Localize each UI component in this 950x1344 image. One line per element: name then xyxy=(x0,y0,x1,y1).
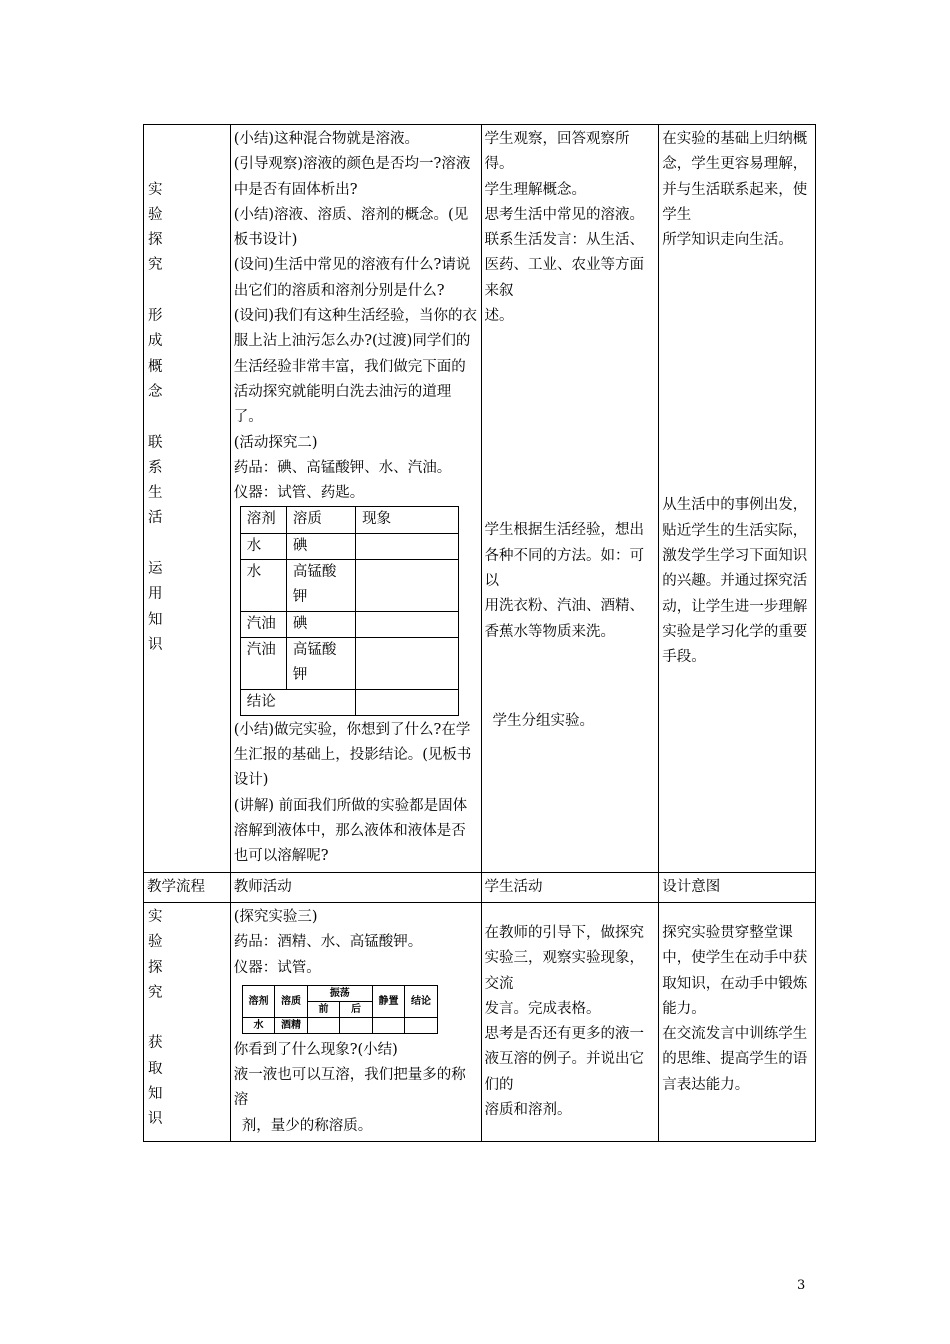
upper-teacher-cell xyxy=(230,125,481,873)
teacher-paragraph: 你看到了什么现象?(小结) xyxy=(233,1041,398,1058)
stage-char: 识 xyxy=(148,636,163,653)
upper-design-cell xyxy=(659,125,816,873)
stage-char: 知 xyxy=(148,1085,163,1102)
teacher-paragraph: (讲解) 前面我们所做的实验都是固体溶解到液体中，那么液体和液体是否也可以溶解呢? xyxy=(233,797,468,865)
upper-student-cell xyxy=(481,125,659,873)
experiment-two-table xyxy=(240,506,459,715)
solute-cell: 碘 xyxy=(286,533,355,559)
teacher-paragraph: (活动探究二) xyxy=(233,434,318,451)
phenomenon-cell xyxy=(356,637,459,689)
teacher-paragraph: 液一液也可以互溶，我们把量多的称溶 xyxy=(233,1067,466,1109)
teacher-paragraph: 仪器：试管、药匙。 xyxy=(233,485,365,502)
design-paragraph: 在交流发言中训练学生的思维、提高学生的语言表达能力。 xyxy=(662,1026,808,1093)
stage-char: 探 xyxy=(148,232,163,249)
phenomenon-cell xyxy=(356,560,459,612)
stage-char: 取 xyxy=(148,1060,163,1077)
student-paragraph: 思考是否还有更多的液一液互溶的例子。并说出它们的 xyxy=(484,1026,645,1093)
stage-char: 用 xyxy=(148,586,163,603)
empty-cell xyxy=(307,1017,340,1033)
teacher-paragraph: (设问)我们有这种生活经验，当你的衣服上沾上油污怎么办?(过渡)同学们的生活经验非常丰富，我们做完下面的活动探究就能明白洗去油污的道理了。 xyxy=(233,308,478,426)
student-paragraph: 思考生活中常见的溶液。 xyxy=(484,206,645,223)
header-cell: 溶剂 xyxy=(240,507,286,533)
header-cell: 结论 xyxy=(405,985,438,1017)
student-paragraph: 学生观察，回答观察所得。 xyxy=(484,131,630,173)
header-cell: 现象 xyxy=(356,507,459,533)
table-row xyxy=(240,637,458,689)
lower-content-row xyxy=(144,902,816,1141)
stage-char: 究 xyxy=(148,984,163,1001)
table-row xyxy=(242,1017,437,1033)
header-cell: 溶质 xyxy=(286,507,355,533)
solvent-cell: 水 xyxy=(240,560,286,612)
stage-char: 知 xyxy=(148,611,163,628)
teacher-paragraph: (引导观察)溶液的颜色是否均一?溶液中是否有固体析出? xyxy=(233,156,471,198)
subheader-cell: 前 xyxy=(307,1001,340,1017)
stage-char: 运 xyxy=(148,561,163,578)
teacher-paragraph: (小结)做完实验，你想到了什么?在学生汇报的基础上，投影结论。(见板书设计) xyxy=(233,721,472,789)
solute-cell: 碘 xyxy=(286,611,355,637)
student-paragraph: 溶质和溶剂。 xyxy=(484,1101,572,1118)
solute-cell: 高锰酸钾 xyxy=(286,637,355,689)
table-row xyxy=(240,611,458,637)
stage-char: 获 xyxy=(148,1035,163,1052)
table-header-row xyxy=(242,985,437,1001)
stage-char: 验 xyxy=(148,934,163,951)
student-paragraph: 联系生活发言：从生活、医药、工业、农业等方面来叙 xyxy=(484,232,645,299)
student-paragraph: 用洗衣粉、汽油、酒精、香蕉水等物质来洗。 xyxy=(484,598,645,640)
experiment-three-table xyxy=(242,985,438,1034)
spacer xyxy=(485,645,656,709)
teacher-paragraph: (小结)这种混合物就是溶液。 xyxy=(233,131,420,147)
stage-char: 生 xyxy=(148,485,163,502)
column-header-row xyxy=(144,872,816,902)
conclusion-label: 结论 xyxy=(240,689,355,715)
lesson-plan-table xyxy=(143,124,816,1142)
stage-char: 活 xyxy=(148,510,163,527)
header-flow: 教学流程 xyxy=(144,872,231,902)
student-paragraph: 述。 xyxy=(484,308,514,325)
design-paragraph: 从生活中的事例出发，贴近学生的生活实际，激发学生学习下面知识的兴趣。并通过探究活动，让学生进一步理解实验是学习化学的重要手段。 xyxy=(662,497,808,666)
lower-student-cell xyxy=(481,902,659,1141)
student-paragraph: 发言。完成表格。 xyxy=(484,1000,601,1017)
teacher-paragraph: (探究实验三) xyxy=(233,908,318,925)
stage-char: 系 xyxy=(148,459,163,476)
spacer xyxy=(485,329,656,518)
table-row xyxy=(240,533,458,559)
spacer xyxy=(662,905,812,921)
upper-content-row xyxy=(144,125,816,873)
stage-char: 验 xyxy=(148,206,163,223)
teacher-paragraph: 药品：碘、高锰酸钾、水、汽油。 xyxy=(233,459,452,476)
solvent-cell: 汽油 xyxy=(240,611,286,637)
lower-teacher-cell xyxy=(230,902,481,1141)
table-header-row xyxy=(240,507,458,533)
stage-char: 成 xyxy=(148,333,163,350)
solute-cell: 酒精 xyxy=(275,1017,308,1033)
empty-cell xyxy=(405,1017,438,1033)
stage-char: 概 xyxy=(148,358,163,375)
header-cell: 溶质 xyxy=(275,985,308,1017)
empty-cell xyxy=(372,1017,405,1033)
header-teacher: 教师活动 xyxy=(230,872,481,902)
stage-char: 念 xyxy=(148,383,163,400)
stage-char: 实 xyxy=(148,908,163,925)
page-number: 3 xyxy=(797,1278,806,1293)
header-cell: 静置 xyxy=(372,985,405,1017)
stage-char: 识 xyxy=(148,1111,163,1128)
student-paragraph: 学生根据生活经验，想出各种不同的方法。如：可以 xyxy=(484,522,645,589)
phenomenon-cell xyxy=(356,533,459,559)
teacher-paragraph: (小结)溶液、溶质、溶剂的概念。(见板书设计) xyxy=(233,206,469,249)
stage-char: 实 xyxy=(148,181,163,198)
design-paragraph: 探究实验贯穿整堂课中，使学生在动手中获取知识，在动手中锻炼能力。 xyxy=(662,924,808,1017)
conclusion-value xyxy=(356,689,459,715)
header-student: 学生活动 xyxy=(481,872,659,902)
phenomenon-cell xyxy=(356,611,459,637)
lower-design-cell xyxy=(659,902,816,1141)
upper-stage-cell xyxy=(144,125,231,873)
student-paragraph: 在教师的引导下，做探究实验三，观察实验现象，交流 xyxy=(484,924,645,992)
student-paragraph: 学生分组实验。 xyxy=(492,712,595,729)
design-paragraph: 所学知识走向生活。 xyxy=(662,232,793,249)
design-paragraph: 在实验的基础上归纳概念，学生更容易理解，并与生活联系起来，使学生 xyxy=(662,131,808,223)
solvent-cell: 水 xyxy=(242,1017,275,1033)
lower-stage-cell xyxy=(144,902,231,1141)
spacer xyxy=(485,905,656,921)
solvent-cell: 水 xyxy=(240,533,286,559)
student-paragraph: 学生理解概念。 xyxy=(484,181,587,198)
teacher-paragraph: 药品：酒精、水、高锰酸钾。 xyxy=(233,934,423,951)
solute-cell: 高锰酸钾 xyxy=(286,560,355,612)
table-row xyxy=(240,560,458,612)
spacer xyxy=(662,253,812,493)
header-design: 设计意图 xyxy=(659,872,816,902)
teacher-paragraph: 剂，量少的称溶质。 xyxy=(241,1117,373,1134)
solvent-cell: 汽油 xyxy=(240,637,286,689)
teacher-paragraph: 仪器：试管。 xyxy=(233,959,321,976)
stage-char: 联 xyxy=(148,434,163,451)
subheader-cell: 后 xyxy=(340,1001,373,1017)
empty-cell xyxy=(340,1017,373,1033)
stage-char: 探 xyxy=(148,959,163,976)
header-cell: 振荡 xyxy=(307,985,372,1001)
stage-char: 形 xyxy=(148,308,163,325)
teacher-paragraph: (设问)生活中常见的溶液有什么?请说出它们的溶质和溶剂分别是什么? xyxy=(233,257,471,299)
conclusion-row xyxy=(240,689,458,715)
header-cell: 溶剂 xyxy=(242,985,275,1017)
stage-char: 究 xyxy=(148,257,163,274)
